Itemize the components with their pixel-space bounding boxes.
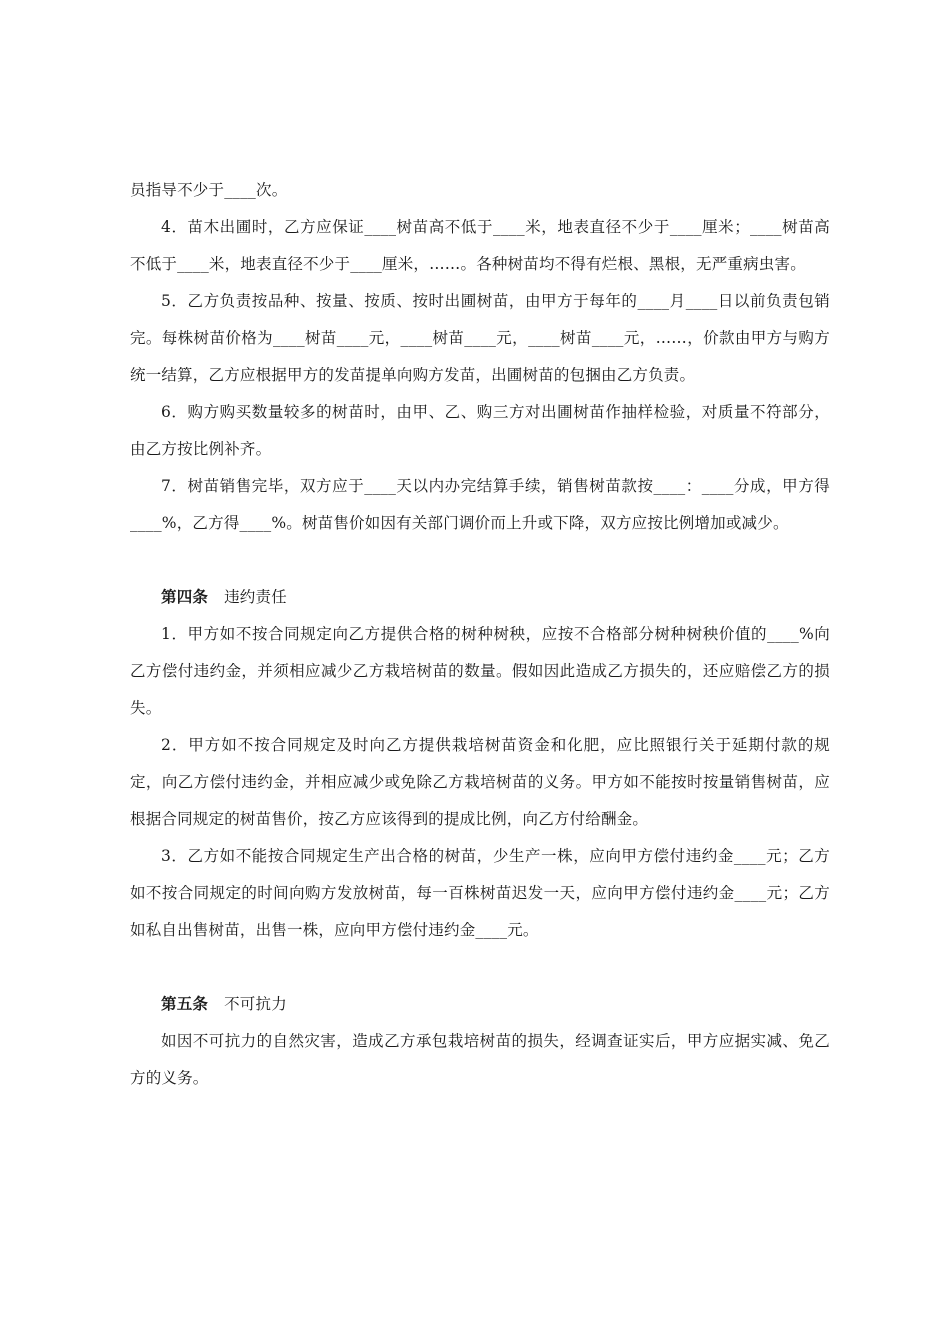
article-5-number: 第五条 — [161, 995, 209, 1013]
article-4-title: 违约责任 — [224, 588, 287, 606]
document-body — [130, 172, 830, 1097]
section-gap — [130, 542, 830, 579]
clause-4-1: 1．甲方如不按合同规定向乙方提供合格的树种树秧，应按不合格部分树种树秧价值的____%向乙方偿付违约金，并须相应减少乙方栽培树苗的数量。假如因此造成乙方损失的，还应赔偿乙方的损失。 — [130, 625, 830, 717]
article-5-heading — [130, 986, 830, 1023]
article-5-title: 不可抗力 — [224, 995, 287, 1013]
continuation-paragraph: 员指导不少于____次。 — [130, 181, 288, 199]
clause-3-7: 7．树苗销售完毕，双方应于____天以内办完结算手续，销售树苗款按____：____分成，甲方得____%，乙方得____%。树苗售价如因有关部门调价而上升或下降，双方应按比例增加或减少。 — [130, 477, 830, 532]
section-gap — [130, 949, 830, 986]
clause-4-3: 3．乙方如不能按合同规定生产出合格的树苗，少生产一株，应向甲方偿付违约金____元；乙方如不按合同规定的时间向购方发放树苗，每一百株树苗迟发一天，应向甲方偿付违约金____元；乙方如私自出售树苗，出售一株，应向甲方偿付违约金____元。 — [130, 847, 830, 939]
clause-3-5: 5．乙方负责按品种、按量、按质、按时出圃树苗，由甲方于每年的____月____日以前负责包销完。每株树苗价格为____树苗____元，____树苗____元，____树苗____元，……，价款由甲方与购方统一结算，乙方应根据甲方的发苗提单向购方发苗，出圃树苗的包捆由乙方负责。 — [130, 292, 830, 384]
article-4-heading — [130, 579, 830, 616]
clause-3-6: 6．购方购买数量较多的树苗时，由甲、乙、购三方对出圃树苗作抽样检验，对质量不符部分，由乙方按比例补齐。 — [130, 403, 830, 458]
article-4-number: 第四条 — [161, 588, 209, 606]
clause-3-4: 4．苗木出圃时，乙方应保证____树苗高不低于____米，地表直径不少于____厘米；____树苗高不低于____米，地表直径不少于____厘米，……。各种树苗均不得有烂根、黑根，无严重病虫害。 — [130, 218, 830, 273]
clause-4-2: 2．甲方如不按合同规定及时向乙方提供栽培树苗资金和化肥，应比照银行关于延期付款的规定，向乙方偿付违约金，并相应减少或免除乙方栽培树苗的义务。甲方如不能按时按量销售树苗，应根据合同规定的树苗售价，按乙方应该得到的提成比例，向乙方付给酬金。 — [130, 736, 830, 828]
article-5-body: 如因不可抗力的自然灾害，造成乙方承包栽培树苗的损失，经调查证实后，甲方应据实减、免乙方的义务。 — [130, 1032, 830, 1087]
